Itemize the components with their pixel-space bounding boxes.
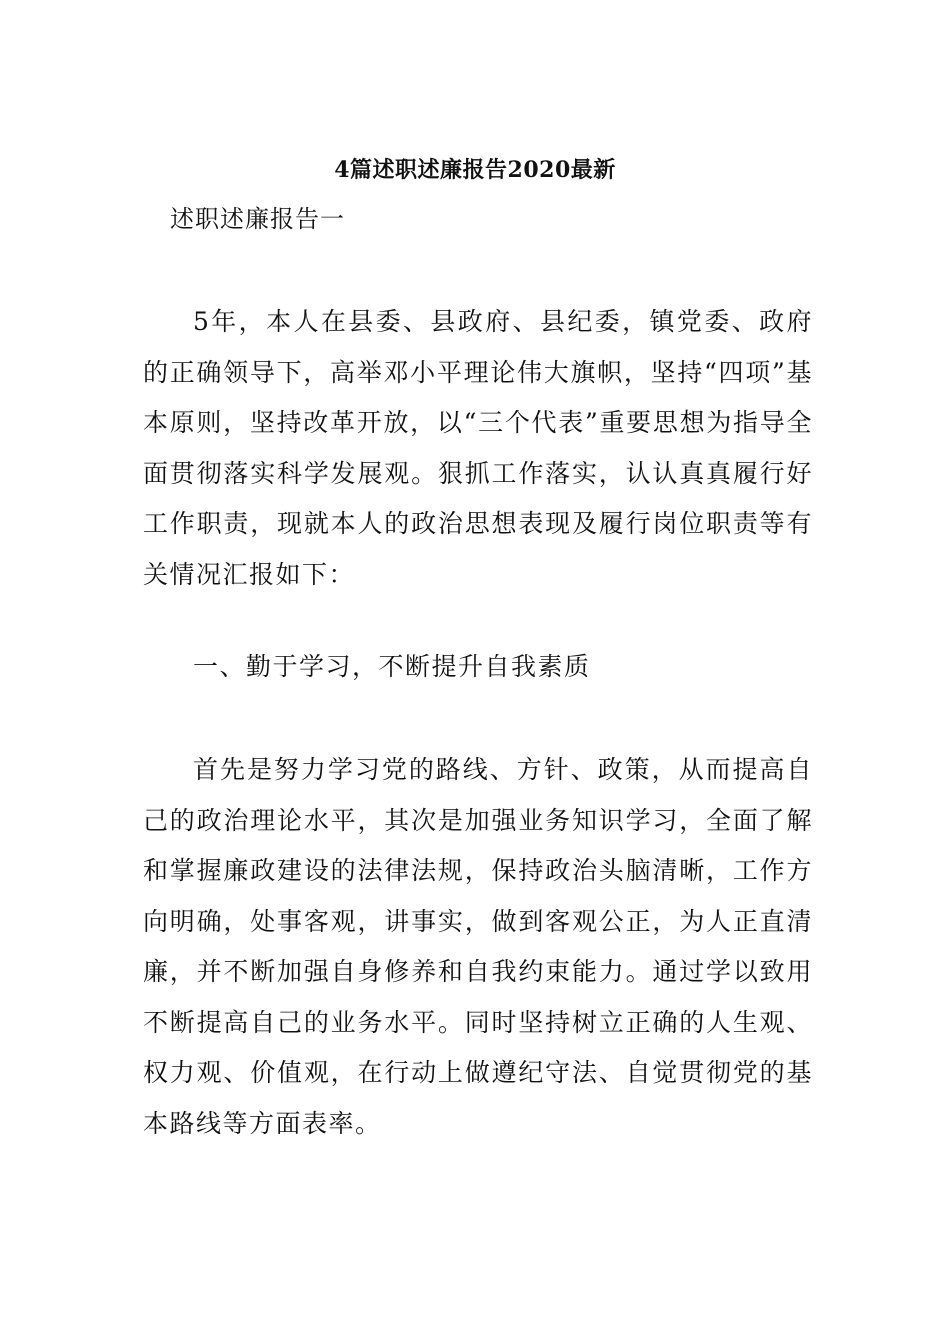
paragraph-subheading: 一、勤于学习，不断提升自我素质 <box>193 652 591 681</box>
section-heading: 述职述廉报告一 <box>170 205 345 233</box>
paragraph-intro: 5年，本人在县委、县政府、县纪委，镇党委、政府的正确领导下，高举邓小平理论伟大旗帜，坚持“四项”基本原则，坚持改革开放，以“三个代表”重要思想为指导全面贯彻落实科学发展观。狠抓工作落实，认认真真履行好工作职责，现就本人的政治思想表现及履行岗位职责等有关情况汇报如下： <box>143 307 813 589</box>
document-title: 4篇述职述廉报告2020最新 <box>334 157 616 183</box>
paragraph-study: 首先是努力学习党的路线、方针、政策，从而提高自己的政治理论水平，其次是加强业务知识学习，全面了解和掌握廉政建设的法律法规，保持政治头脑清晰，工作方向明确，处事客观，讲事实，做到客观公正，为人正直清廉，并不断加强自身修养和自我约束能力。通过学以致用不断提高自己的业务水平。同时坚持树立正确的人生观、权力观、价值观，在行动上做遵纪守法、自觉贯彻党的基本路线等方面表率。 <box>143 755 813 1138</box>
